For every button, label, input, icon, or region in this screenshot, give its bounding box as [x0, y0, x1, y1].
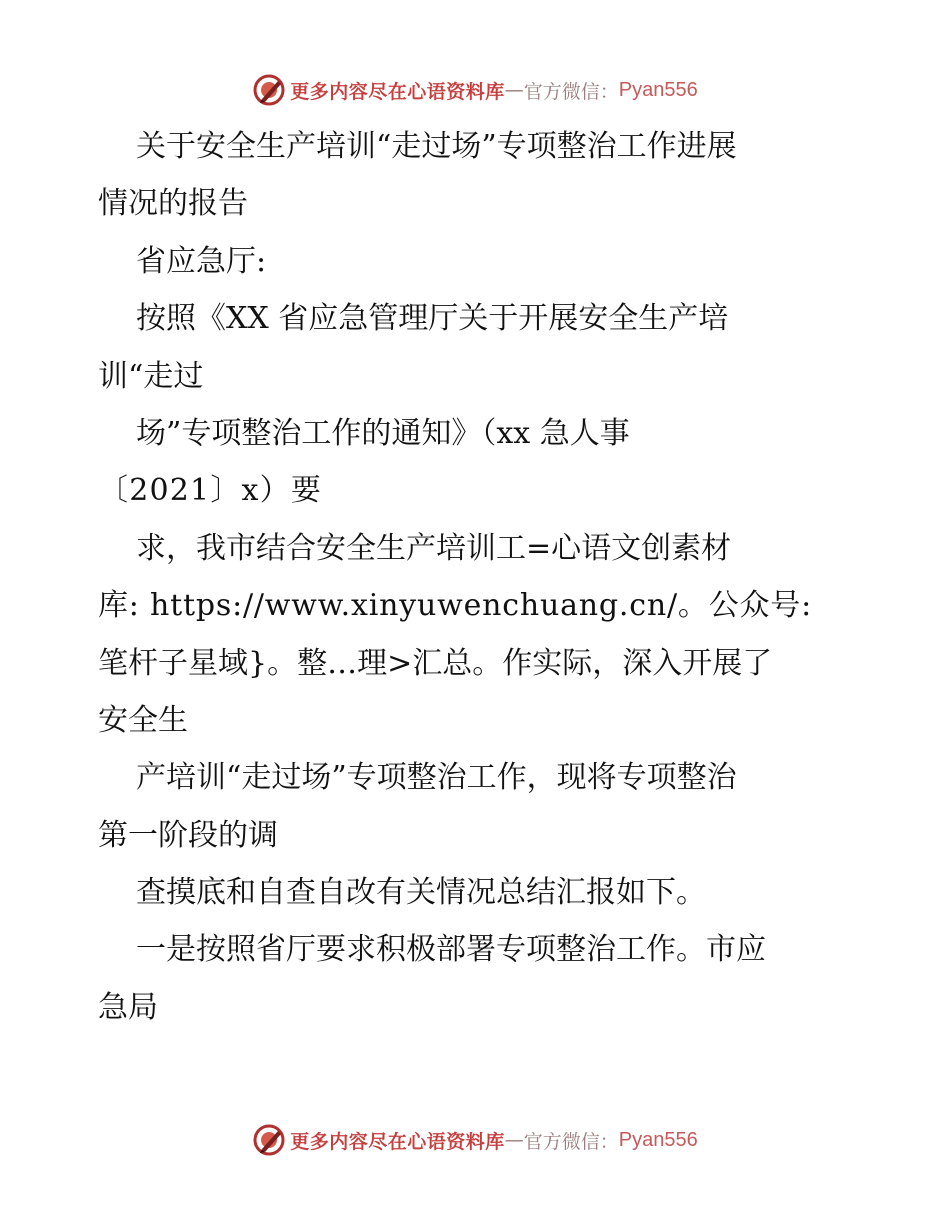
title-line-1: 关于安全生产培训“走过场”专项整治工作进展	[136, 129, 737, 164]
banner-main-text: 更多内容尽在心语资料库	[290, 80, 505, 103]
banner-sub-text: 官方微信：	[523, 1130, 619, 1153]
footer-banner	[0, 1120, 950, 1160]
title-line-2: 情况的报告	[98, 186, 248, 222]
document-body	[98, 118, 858, 1036]
paragraph-line: 笔杆子星域}。整…理>汇总。作实际，深入开展了	[98, 645, 773, 681]
paragraph-line: 训“走过	[98, 358, 204, 394]
paragraph-line: 场”专项整治工作的通知》（xx 急人事	[136, 415, 630, 451]
paragraph-line: 安全生	[98, 702, 188, 738]
paragraph-line: 第一阶段的调	[98, 817, 278, 853]
paragraph-line: 一是按照省厅要求积极部署专项整治工作。市应	[136, 932, 766, 968]
paragraph-line: 求，我市结合安全生产培训工=心语文创素材	[136, 530, 732, 566]
banner-dash: —	[504, 79, 524, 101]
banner-sub-text: 官方微信：	[523, 80, 619, 103]
pen-logo-icon	[252, 1123, 286, 1157]
paragraph-line: 库: https://www.xinyuwenchuang.cn/。公众号:	[98, 588, 812, 624]
paragraph-line: 查摸底和自查自改有关情况总结汇报如下。	[136, 875, 706, 911]
header-banner	[0, 70, 950, 110]
paragraph-line: 急局	[98, 989, 158, 1025]
paragraph-line: 〔2021〕x）要	[98, 473, 323, 509]
paragraph-line: 产培训“走过场”专项整治工作，现将专项整治	[136, 760, 737, 796]
banner-wechat-id: Pyan556	[618, 1128, 698, 1151]
banner-main-text: 更多内容尽在心语资料库	[290, 1130, 505, 1153]
addressee: 省应急厅:	[136, 243, 267, 279]
banner-wechat-id: Pyan556	[618, 78, 698, 101]
paragraph-line: 按照《XX 省应急管理厅关于开展安全生产培	[136, 301, 729, 337]
pen-logo-icon	[252, 73, 286, 107]
banner-dash: —	[504, 1129, 524, 1151]
